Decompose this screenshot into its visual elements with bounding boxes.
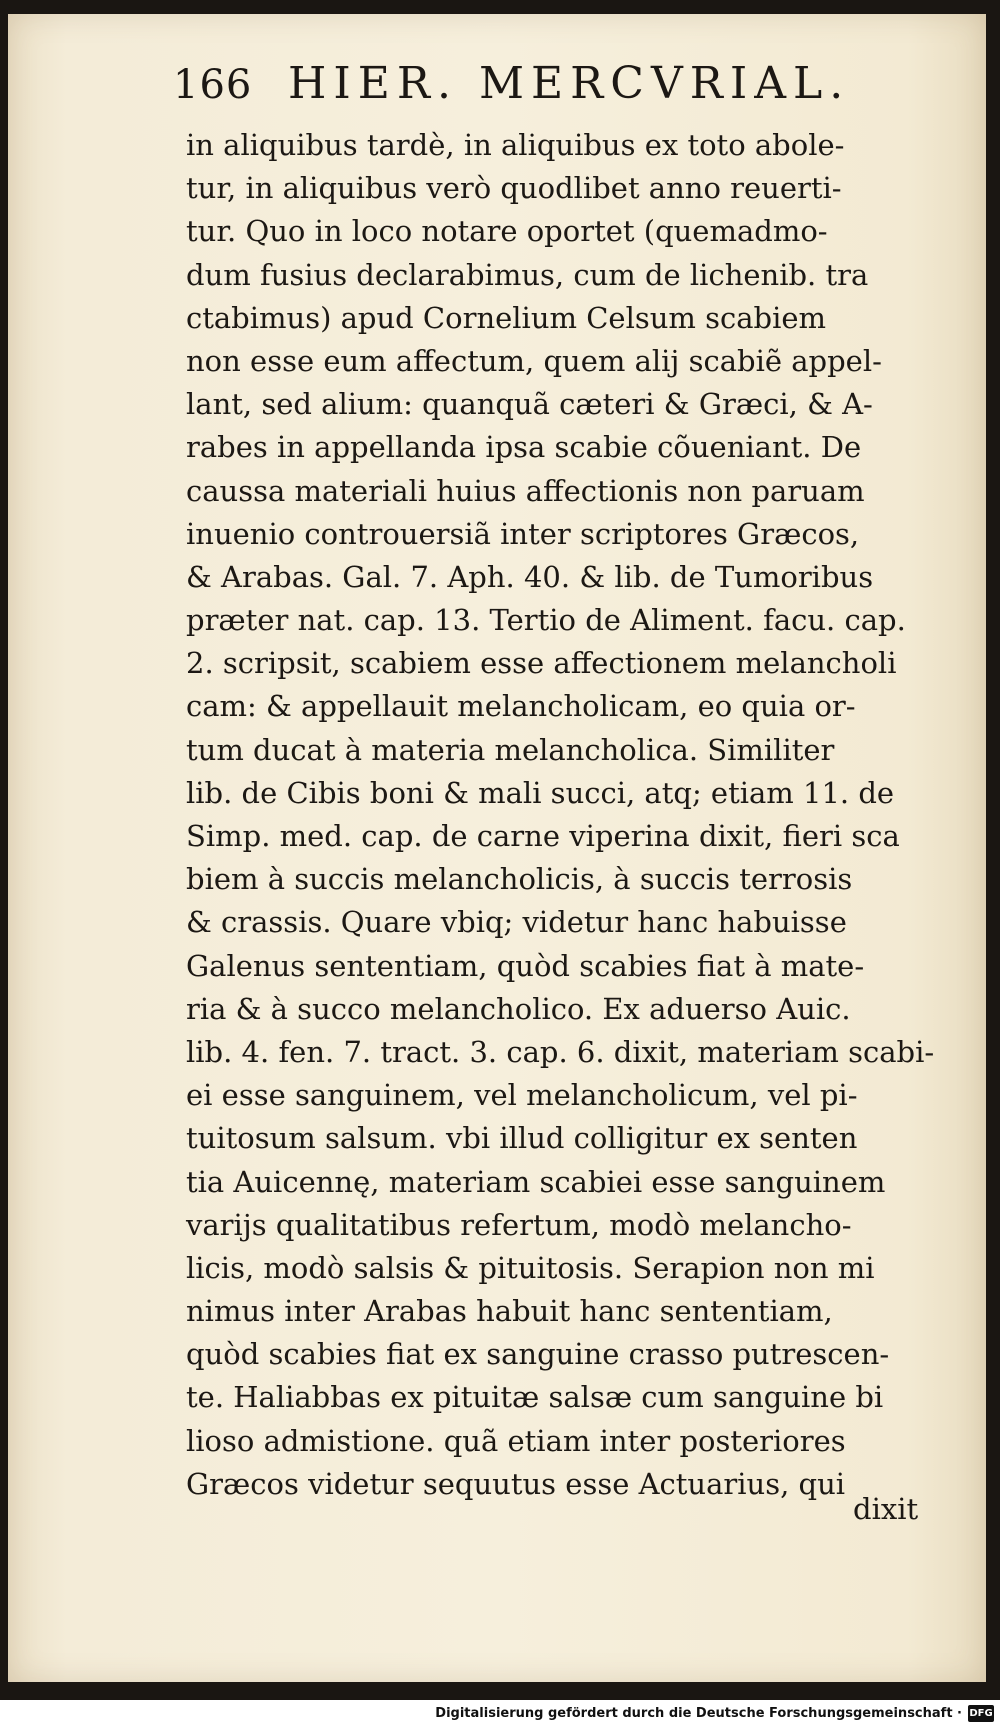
text-line: tuitosum salsum. vbi illud colligitur ex senten [186, 1121, 858, 1156]
text-line: Simp. med. cap. de carne viperina dixit, fieri sca [186, 819, 900, 853]
book-page [8, 14, 986, 1682]
catchword: dixit [853, 1492, 919, 1526]
text-line: in aliquibus tardè, in aliquibus ex toto abole- [186, 128, 845, 162]
digitization-footer [0, 1700, 1000, 1730]
text-line: nimus inter Arabas habuit hanc sententiam, [186, 1294, 833, 1329]
text-line: ctabimus) apud Cornelium Celsum scabiem [186, 300, 827, 335]
text-line: tum ducat à materia melancholica. Similiter [186, 732, 835, 767]
text-line: varijs qualitatibus refertum, modò melancho- [186, 1207, 852, 1242]
text-line: Græcos videtur sequutus esse Actuarius, qui [186, 1466, 846, 1501]
text-line: præter nat. cap. 13. Tertio de Aliment. facu. cap. [186, 603, 906, 638]
running-head: HIER. MERCVRIAL. [288, 58, 851, 109]
text-line: ria & à succo melancholico. Ex aduerso Auic. [186, 991, 851, 1026]
text-line: te. Haliabbas ex pituitæ salsæ cum sanguine bi [186, 1380, 884, 1415]
dfg-logo-icon: DFG [968, 1705, 994, 1722]
text-line: & crassis. Quare vbiq; videtur hanc habuisse [186, 905, 847, 940]
text-line: licis, modò salsis & pituitosis. Serapion non mi [186, 1250, 875, 1285]
text-line: inuenio controuersiã inter scriptores Græcos, [186, 516, 860, 551]
page-number: 166 [173, 62, 253, 108]
funding-note: Digitalisierung gefördert durch die Deutsche Forschungsgemeinschaft · [435, 1706, 962, 1721]
text-line: ei esse sanguinem, vel melancholicum, vel pi- [186, 1078, 858, 1113]
text-line: lib. 4. fen. 7. tract. 3. cap. 6. dixit, materiam scabi- [186, 1034, 935, 1069]
page-header [173, 58, 953, 110]
text-line: non esse eum affectum, quem alij scabiẽ appel- [186, 343, 882, 378]
text-line: dum fusius declarabimus, cum de lichenib. tra [186, 257, 869, 292]
body-text [186, 124, 946, 1506]
text-line: Galenus sententiam, quòd scabies fiat à mate- [186, 948, 865, 983]
text-line: rabes in appellanda ipsa scabie cõueniant. De [186, 430, 862, 465]
text-line: tia Auicennę, materiam scabiei esse sanguinem [186, 1164, 886, 1199]
text-line: & Arabas. Gal. 7. Aph. 40. & lib. de Tumoribus [186, 559, 874, 594]
text-line: lib. de Cibis boni & mali succi, atq; etiam 11. de [186, 775, 895, 810]
text-line: caussa materiali huius affectionis non paruam [186, 473, 865, 508]
text-line: lant, sed alium: quanquã cæteri & Græci, & A- [186, 387, 873, 422]
text-line: biem à succis melancholicis, à succis terrosis [186, 862, 853, 897]
text-line: lioso admistione. quã etiam inter posteriores [186, 1423, 846, 1458]
text-line: quòd scabies fiat ex sanguine crasso putrescen- [186, 1337, 890, 1372]
text-line: cam: & appellauit melancholicam, eo quia or- [186, 689, 856, 724]
text-line: tur, in aliquibus verò quodlibet anno reuerti- [186, 171, 842, 206]
text-line: tur. Quo in loco notare oportet (quemadmo- [186, 214, 828, 249]
text-line: 2. scripsit, scabiem esse affectionem melancholi [186, 646, 897, 681]
